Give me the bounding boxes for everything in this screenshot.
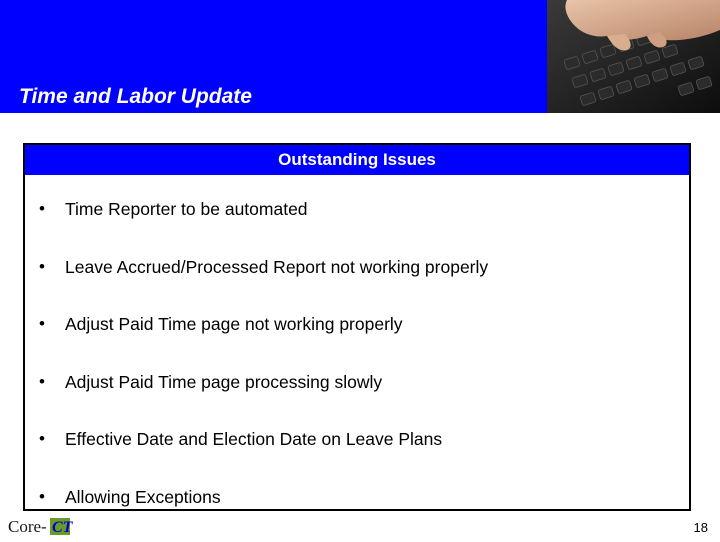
list-item-text: Leave Accrued/Processed Report not working properly	[65, 256, 489, 277]
outstanding-issues-panel	[23, 143, 691, 511]
list-item-text: Time Reporter to be automated	[65, 199, 308, 219]
page-number: 18	[693, 520, 708, 535]
list-item-text: Allowing Exceptions	[65, 486, 221, 507]
bullet-icon: •	[39, 314, 45, 334]
list-item-text: Effective Date and Election Date on Leave Plans	[65, 429, 443, 450]
list-item	[25, 175, 689, 233]
keyboard-photo	[547, 0, 720, 113]
list-item	[25, 233, 689, 291]
bullet-icon: •	[39, 371, 45, 391]
list-item	[25, 463, 689, 521]
list-item-text: Adjust Paid Time page not working properly	[65, 314, 403, 335]
bullet-icon: •	[39, 429, 45, 449]
list-item	[25, 405, 689, 463]
list-item-text: Adjust Paid Time page processing slowly	[65, 371, 383, 392]
bullet-icon: •	[39, 256, 45, 276]
bullet-icon: •	[39, 486, 45, 506]
panel-header: Outstanding Issues	[25, 145, 689, 175]
issues-list	[25, 175, 689, 521]
svg-text:CT: CT	[52, 519, 73, 536]
slide-title: Time and Labor Update	[19, 85, 252, 108]
core-ct-logo	[7, 515, 77, 537]
list-item	[25, 348, 689, 406]
bullet-icon: •	[39, 199, 45, 218]
svg-text:Core-: Core-	[8, 517, 47, 536]
list-item	[25, 290, 689, 348]
